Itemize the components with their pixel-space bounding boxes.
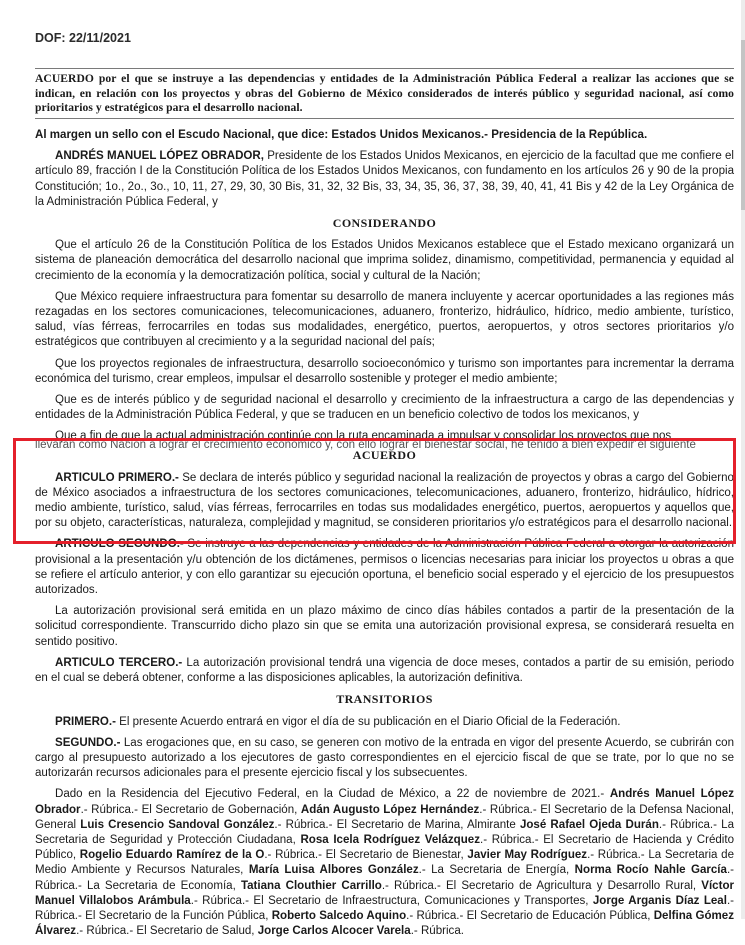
closing-text: .- La Secretaria de Energía, [418,864,575,877]
acuerdo-heading: ACUERDO [352,448,417,463]
margin-note-text: Al margen un sello con el Escudo Nacional, que dice: Estados Unidos Mexicanos.- Presidencia de la República. [35,129,648,141]
scrollbar-thumb[interactable] [741,40,745,210]
closing-text: .- Rúbrica.- El Secretario de Educación Pública, [406,909,654,922]
closing-text: .- Rúbrica.- El Secretario de Gobernación, [80,803,301,816]
article-text: La autorización provisional tendrá una vigencia de doce meses, contados a partir de su emisión, periodo en el cual se deberá obtener, conforme a las disposiciones aplicables, la autorización definitiva. [35,656,734,685]
signatory-name: Adán Augusto López Hernández [300,803,480,816]
considerando-paragraph: Que es de interés público y de seguridad nacional el desarrollo y crecimiento de la infraestructura a cargo de las dependencias y entidades de la Administración Pública Federal, y que se traducen en un beneficio colectivo de todos los mexicanos, y [35,394,734,422]
closing-text: .- Rúbrica.- El Secretario de la Función Pública, [35,894,734,922]
considerando-heading: CONSIDERANDO [332,216,437,231]
signatory-name: Jorge Carlos Alcocer Varela [257,925,411,938]
publication-date: DOF: 22/11/2021 [35,31,131,45]
considerando-text-line: Que a fin de que la actual administración continúe con la ruta encaminada a impulsar y consolidar los proyectos que nos [55,430,672,443]
signatory-name: Tatiana Clouthier Carrillo [240,879,382,892]
signatory-name: Rogelio Eduardo Ramírez de la O [79,849,265,862]
signatory-name: Rosa Icela Rodríguez Velázquez [300,833,480,846]
article-label: ARTICULO TERCERO.- [55,656,183,669]
considerando-paragraph: Que México requiere infraestructura para fomentar su desarrollo de manera incluyente y acercar oportunidades a las regiones más rezagadas en los sectores comunicaciones, telecomunicaciones, aduanero, fronterizo, hidráulico, hídrico, medio ambiente, turístico, salud, vías férreas, ferrocarriles en todas sus modalidades, energético, puertos, aeropuertos, y otros sectores prioritarios y/o estratégicos que contribuyen al crecimiento y a la seguridad nacional del país; [35,290,734,349]
document-body [35,128,734,945]
transitorio-primero [35,715,734,730]
signatory-name: Delfina Gómez Álvarez [35,909,734,938]
transitorio-text: Las erogaciones que, en su caso, se generen con motivo de la entrada en vigor del presente Acuerdo, se cubrirán con cargo al presupuesto autorizado a los ejecutores de gasto correspondientes en el ejercicio fiscal de que se trate, por lo que no se autorizarán recursos adicionales para el presente ejercicio fiscal y los subsecuentes. [35,736,734,780]
signatory-name: Javier May Rodríguez [467,849,588,862]
article-primero [35,471,734,532]
title-bottom-rule [35,118,734,119]
decree-title: ACUERDO por el que se instruye a las dependencias y entidades de la Administración Pública Federal a realizar las acciones que se indican, en relación con los proyectos y obras del Gobierno de México considerados de interés público y seguridad nacional, así como prioritarios y estratégicos para el desarrollo nacional. [35,72,734,114]
transitorio-label: PRIMERO.- [55,715,116,728]
considerando-paragraph: Que el artículo 26 de la Constitución Política de los Estados Unidos Mexicanos establece que el Estado mexicano organizará un sistema de planeación democrática del desarrollo nacional que imprima solidez, dinamismo, competitividad, permanencia y equidad al crecimiento de la economía y la democratización política, social y cultural de la Nación; [35,239,734,282]
signatory-name: Jorge Arganis Díaz Leal [592,894,727,907]
title-top-rule [35,68,734,69]
article-tercero [35,656,734,686]
signatory-name: Norma Rocío Nahle García [574,864,727,877]
considerando-paragraph-last [35,429,734,452]
intro-text: Presidente de los Estados Unidos Mexicanos, en ejercicio de la facultad que me confiere el artículo 89, fracción I de la Constitución Política de los Estados Unidos Mexicanos, con fundamento en los artículos 26 y 90 de la propia Constitución; 1o., 2o., 3o., 10, 11, 27, 29, 30, 30 Bis, 31, 32, 32 Bis, 33, 34, 35, 36, 37, 38, 39, 40, 41, 41 Bis y 42 de la Ley Orgánica de la Administración Pública Federal, y [35,150,735,208]
signatory-name: María Luisa Albores González [248,864,419,877]
article-text: Se instruye a las dependencias y entidades de la Administración Pública Federal a otorgar la autorización provisional a la presentación y/u obtención de los dictámenes, permisos o licencias necesarias para iniciar los proyectos u obras a que se refiere el artículo anterior, y con ello garantizar su ejecución oportuna, el beneficio social esperado y el ejercicio de los presupuestos autorizados. [35,538,734,597]
closing-text: .- Rúbrica.- El Secretario de Hacienda y Crédito Público, [35,833,734,862]
article-segundo-continuation: La autorización provisional será emitida en un plazo máximo de cinco días hábiles contados a partir de la presentación de la solicitud correspondiente. Transcurrido dicho plazo sin que se emita una autorización provisional expresa, se considerará resuelta en sentido positivo. [35,605,734,648]
article-label: ARTICULO PRIMERO.- [55,471,179,484]
scrollbar-track[interactable] [741,0,745,919]
margin-note [35,128,734,143]
signatory-name: Andrés Manuel López Obrador [35,788,734,816]
closing-text: .- Rúbrica.- El Secretario de Marina, Almirante [274,818,520,831]
signatory-name: Víctor Manuel Villalobos Arámbula [35,879,734,907]
intro-paragraph [35,149,734,210]
considerando-paragraph: Que los proyectos regionales de infraestructura, desarrollo socioeconómico y turismo son importantes para incrementar la derrama económica del turismo, crear empleos, impulsar el desarrollo sostenible y proteger el medio ambiente; [35,357,734,385]
article-text: Se declara de interés público y seguridad nacional la realización de proyectos y obras a cargo del Gobierno de México asociados a infraestructura de los sectores comunicaciones, telecomunicaciones, aduanero, fronterizo, hidráulico, hídrico, medio ambiente, turístico, salud, vías férreas, ferrocarriles en todas sus modalidades energético, puertos, aeropuertos y aquellos que, por su objeto, características, naturaleza, complejidad y magnitud, se consideren prioritarios y/o estratégicos para el desarrollo nacional. [35,471,734,530]
closing-text: .- Rúbrica.- La Secretaria de Economía, [35,864,734,892]
transitorio-label: SEGUNDO.- [55,736,121,749]
overlapped-text-line: llevarán como Nación a lograr el crecimiento económico y, con ello lograr el bienestar social, he tenido a bien expedir el siguiente [35,439,696,452]
closing-text: .- Rúbrica.- El Secretario de la Defensa Nacional, General [35,803,734,831]
president-name: ANDRÉS MANUEL LÓPEZ OBRADOR, [55,150,264,163]
signatory-name: José Rafael Ojeda Durán [519,818,659,831]
transitorios-heading: TRANSITORIOS [336,692,433,707]
closing-text: .- Rúbrica.- El Secretario de Agricultura y Desarrollo Rural, [381,879,702,892]
article-segundo [35,537,734,598]
closing-text: .- Rúbrica. [410,925,464,938]
signatory-name: Luis Cresencio Sandoval González [80,818,275,831]
closing-text: .- Rúbrica.- El Secretario de Infraestructura, Comunicaciones y Transportes, [190,894,593,907]
closing-text: .- Rúbrica.- La Secretaria de Seguridad y Protección Ciudadana, [35,818,735,846]
closing-text: .- Rúbrica.- El Secretario de Bienestar, [264,849,468,862]
closing-text: .- Rúbrica.- El Secretario de Salud, [76,925,258,938]
closing-text: .- Rúbrica.- La Secretaria de Medio Ambiente y Recursos Naturales, [35,849,735,877]
closing-text: Dado en la Residencia del Ejecutivo Federal, en la Ciudad de México, a 22 de noviembre de 2021.- [55,788,610,801]
signatory-name: Roberto Salcedo Aquino [271,909,407,922]
closing-paragraph [35,787,734,939]
article-label: ARTICULO SEGUNDO.- [55,538,184,551]
transitorio-text: El presente Acuerdo entrará en vigor el día de su publicación en el Diario Oficial de la Federación. [115,715,621,728]
transitorio-segundo [35,736,734,782]
